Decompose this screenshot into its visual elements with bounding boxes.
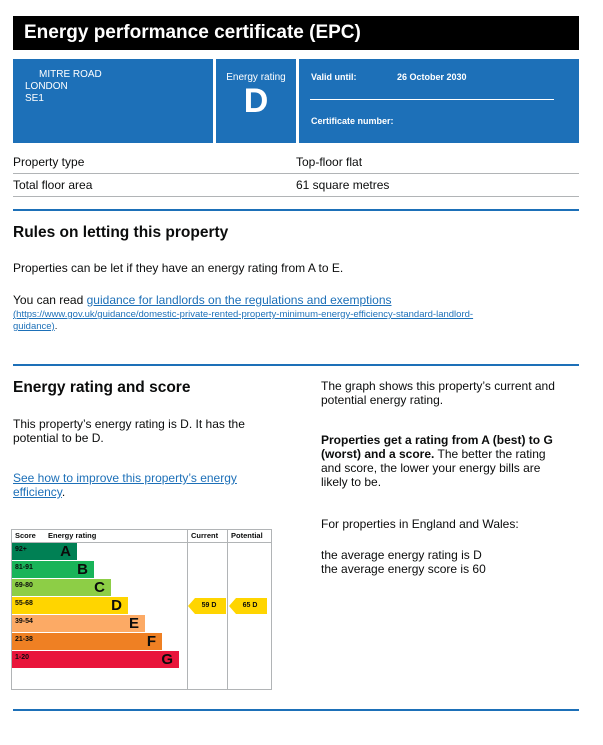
page-title: Energy performance certificate (EPC) [13,16,579,50]
average-rating: the average energy rating is D [321,548,482,562]
improve-link-paragraph [13,471,237,499]
band-score-range: 1-20 [15,654,30,661]
rating-explanation-bold-1: Properties get a rating from A (best) to G [321,433,553,447]
rating-explanation-rest-1: The better the rating [434,447,546,461]
rating-band-d [12,597,128,614]
rating-band-e [12,615,145,632]
potential-column-divider [227,529,228,690]
address-line-3: SE1 [25,93,44,104]
rules-paragraph: Properties can be let if they have an energy rating from A to E. [13,261,344,275]
band-letter: E [128,615,139,632]
guidance-url [13,309,473,333]
graph-explanation [321,379,555,407]
band-letter: F [146,633,156,650]
band-letter: A [60,543,71,560]
average-values [321,548,486,576]
band-score-range: 92+ [15,546,27,553]
rating-band-a [12,543,77,560]
guidance-url-link-a[interactable]: (https://www.gov.uk/guidance/domestic-private-rented-property-minimum-energy-efficiency-standard-landlord- [13,309,474,320]
valid-until-value: 26 October 2030 [397,72,467,82]
score-paragraph [13,417,245,445]
guidance-prefix: You can read [13,293,87,307]
score-paragraph-line-2: potential to be D. [13,431,104,445]
floor-area-value: 61 square metres [296,178,390,192]
validity-box [299,59,579,143]
rating-column-header: Energy rating [48,531,97,540]
rating-explanation-rest-2: and score, the lower your energy bills are [321,461,541,475]
guidance-url-suffix: . [54,321,58,332]
floor-area-row [13,174,579,197]
potential-rating-marker [229,598,267,614]
rating-value: D [243,82,269,120]
rating-explanation [321,433,553,489]
rating-explanation-bold-2: (worst) and a score. [321,447,435,461]
band-score-range: 69-80 [15,582,33,589]
rating-box [216,59,296,143]
energy-rating-chart [11,529,272,690]
address-line-1: MITRE ROAD [39,69,102,80]
potential-column-header: Potential [231,531,263,540]
rating-band-f [12,633,162,650]
band-score-range: 21-38 [15,636,33,643]
property-type-label: Property type [13,155,85,169]
average-score: the average energy score is 60 [321,562,486,576]
section-divider [13,709,579,711]
band-letter: B [77,561,88,578]
property-type-row [13,151,579,174]
rating-band-g [12,651,179,668]
graph-explanation-line-2: potential energy rating. [321,393,444,407]
band-score-range: 39-54 [15,618,33,625]
improve-link-line-2[interactable]: efficiency [13,485,62,499]
section-divider [13,364,579,366]
improve-link-line-1[interactable]: See how to improve this property’s energy [13,471,237,485]
band-letter: D [111,597,122,614]
guidance-link[interactable]: guidance for landlords on the regulations and exemptions [86,293,392,307]
address-box [13,59,213,143]
guidance-url-link-b[interactable]: guidance) [13,321,55,332]
section-divider [13,209,579,211]
current-rating-marker-label: 59 D [201,602,217,609]
score-heading: Energy rating and score [13,379,191,396]
score-paragraph-line-1: This property’s energy rating is D. It has the [13,417,245,431]
property-type-value: Top-floor flat [296,155,363,169]
rules-heading: Rules on letting this property [13,224,229,241]
rating-explanation-rest-3: likely to be. [321,475,382,489]
band-score-range: 81-91 [15,564,33,571]
england-wales-note: For properties in England and Wales: [321,517,519,531]
band-letter: G [161,651,173,668]
valid-until-label: Valid until: [311,72,357,82]
score-column-header: Score [15,531,36,540]
rating-label: Energy rating [226,72,286,83]
address-line-2: LONDON [25,81,68,92]
rating-band-c [12,579,111,596]
rating-band-b [12,561,94,578]
improve-link-suffix: . [61,485,66,499]
potential-rating-marker-label: 65 D [242,602,258,609]
rules-guidance-paragraph [13,293,392,307]
current-rating-marker [188,598,226,614]
floor-area-label: Total floor area [13,178,93,192]
graph-explanation-line-1: The graph shows this property’s current and [321,379,555,393]
band-score-range: 55-68 [15,600,33,607]
validity-divider [310,99,554,100]
certificate-number-label: Certificate number: [311,116,394,126]
band-letter: C [94,579,105,596]
current-column-header: Current [191,531,219,540]
